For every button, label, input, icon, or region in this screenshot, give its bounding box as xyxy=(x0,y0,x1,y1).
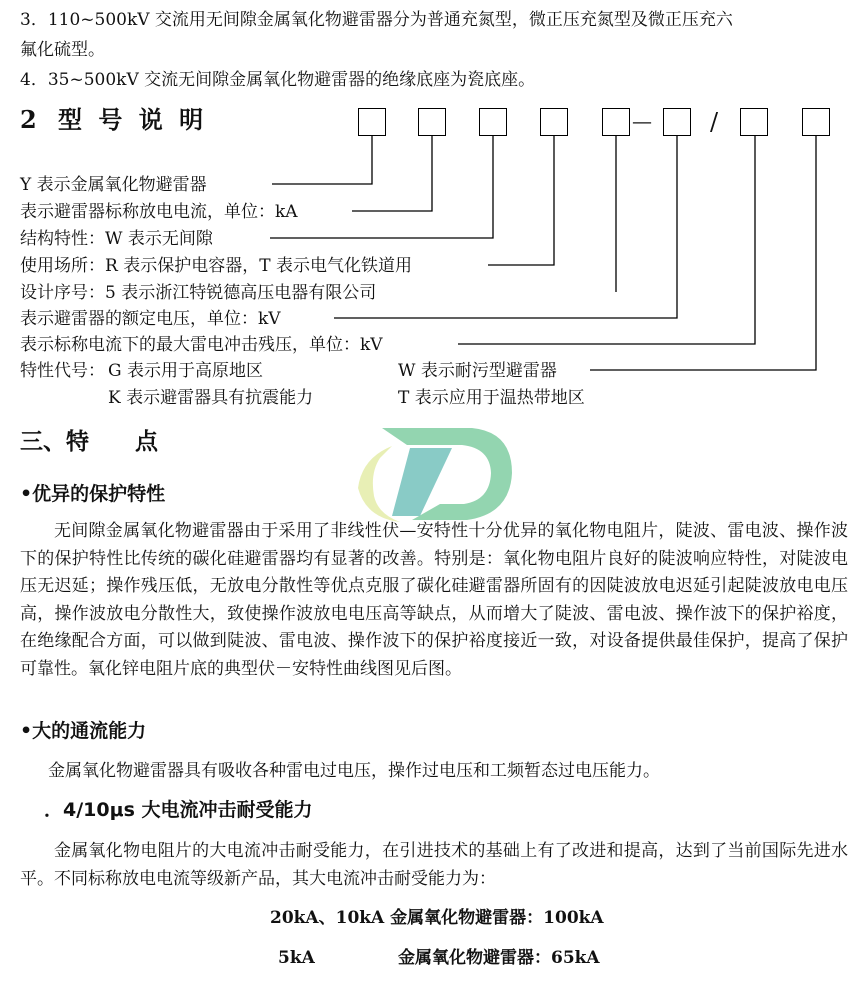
intro-item-4: 4．35~500kV 交流无间隙金属氧化物避雷器的绝缘底座为瓷底座。 xyxy=(20,70,536,90)
rating-row-5ka-label: 5kA xyxy=(278,948,315,968)
model-label-rated-voltage: 表示避雷器的额定电压，单位：kV xyxy=(20,309,281,329)
section-title-impulse: ．4/10μs 大电流冲击耐受能力 xyxy=(44,799,313,821)
section-title-protection: •优异的保护特性 xyxy=(20,483,166,505)
features-heading: 三、特 点 xyxy=(20,428,158,455)
intro-item-3-line-1: 3．110~500kV 交流用无间隙金属氧化物避雷器分为普通充氮型，微正压充氮型及微正压充六 xyxy=(20,10,733,30)
section-body-protection: 无间隙金属氧化物避雷器由于采用了非线性伏—安特性十分优异的氧化物电阻片，陡波、雷电波、操作波下的保护特性比传统的碳化硅避雷器均有显著的改善。特别是：氧化物电阻片良好的陡波响应特性，对陡波电压无迟延；操作残压低，无放电分散性等优点克服了碳化硅避雷器所固有的因陡波放电迟延引起陡波放电电压高，操作波放电分散性大，致使操作波放电电压高等缺点，从而增大了陡波、雷电波、操作波下的保护裕度，在绝缘配合方面，可以做到陡波、雷电波、操作波下的保护裕度接近一致，对设备提供最佳保护，提高了保护可靠性。氧化锌电阻片底的典型伏－安特性曲线图见后图。 xyxy=(20,521,848,679)
model-label-type: Y 表示金属氧化物避雷器 xyxy=(20,175,207,195)
section-body-flow-capacity: 金属氧化物避雷器具有吸收各种雷电过电压，操作过电压和工频暂态过电压能力。 xyxy=(48,761,660,781)
model-spec-k: K 表示避雷器具有抗震能力 xyxy=(108,388,314,408)
rating-row-20ka-10ka: 20kA、10kA 金属氧化物避雷器：100kA xyxy=(270,908,604,928)
model-label-design-serial: 设计序号：5 表示浙江特锐德高压电器有限公司 xyxy=(20,283,377,303)
model-spec-t: T 表示应用于温热带地区 xyxy=(398,388,585,408)
model-spec-g: G 表示用于高原地区 xyxy=(108,361,263,381)
section-body-impulse: 金属氧化物电阻片的大电流冲击耐受能力，在引进技术的基础上有了改进和提高，达到了当前国际先进水平。不同标称放电电流等级新产品，其大电流冲击耐受能力为： xyxy=(20,841,848,889)
section-title-flow-capacity: •大的通流能力 xyxy=(20,720,147,742)
model-label-structure: 结构特性：W 表示无间隙 xyxy=(20,229,213,249)
model-label-residual-voltage: 表示标称电流下的最大雷电冲击残压，单位：kV xyxy=(20,335,383,355)
model-label-spec-prefix: 特性代号： xyxy=(20,361,105,381)
model-spec-w: W 表示耐污型避雷器 xyxy=(398,361,557,381)
model-label-usage: 使用场所：R 表示保护电容器，T 表示电气化铁道用 xyxy=(20,256,412,276)
intro-item-3-line-2: 氟化硫型。 xyxy=(20,40,105,60)
model-heading-number: 2 xyxy=(20,105,37,134)
model-heading: 型 号 说 明 xyxy=(58,105,208,134)
model-code-dash: — xyxy=(632,109,652,133)
model-label-discharge-current: 表示避雷器标称放电电流，单位：kA xyxy=(20,202,298,222)
model-code-slash: / xyxy=(710,108,719,136)
rating-row-5ka-value: 金属氧化物避雷器：65kA xyxy=(398,948,600,968)
watermark-logo xyxy=(352,418,522,528)
